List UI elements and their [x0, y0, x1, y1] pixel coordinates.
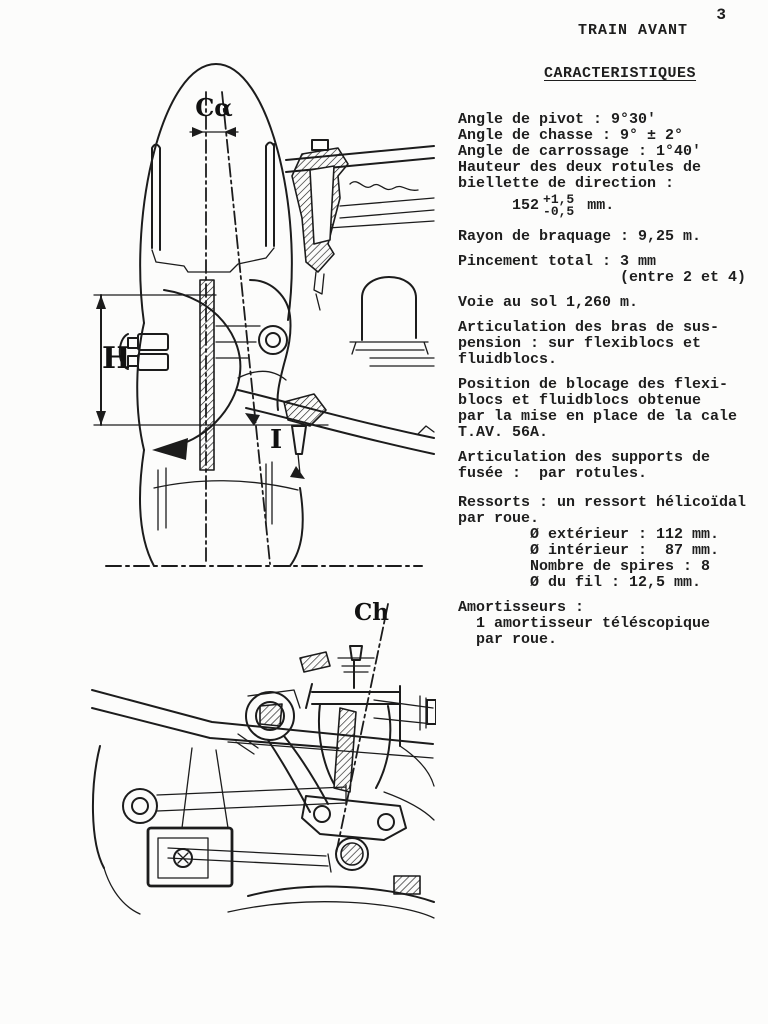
- spec-line: pension : sur flexiblocs et: [458, 335, 702, 352]
- spec-paragraph-braquage: [458, 229, 760, 245]
- specifications: [458, 112, 760, 648]
- lower-control-arm: [238, 390, 434, 479]
- spec-line: Angle de pivot : 9°30': [458, 111, 657, 128]
- spec-line: par roue.: [458, 510, 540, 527]
- spec-line: Nombre de spires : 8: [458, 558, 711, 575]
- spec-line: biellette de direction :: [458, 175, 675, 192]
- spec-line: Rayon de braquage : 9,25 m.: [458, 228, 702, 245]
- spec-line: Articulation des bras de sus-: [458, 319, 720, 336]
- tolerance-plus: +1,5: [543, 192, 575, 207]
- spec-line: Angle de carrossage : 1°40': [458, 143, 702, 160]
- section-heading: CARACTERISTIQUES: [544, 65, 697, 82]
- spec-line: fusée : par rotules.: [458, 465, 648, 482]
- spec-line: (entre 2 et 4): [458, 269, 747, 286]
- spec-paragraph-ressorts: [458, 495, 760, 591]
- tire-and-rim: [137, 64, 303, 566]
- spec-paragraph-articulation-bras: [458, 320, 760, 368]
- camber-angle-label: Cα: [195, 93, 233, 122]
- antiroll-bar-mount: [123, 785, 346, 886]
- spec-line: par roue.: [458, 631, 558, 648]
- bump-stop: [350, 277, 428, 354]
- tolerance-unit: mm.: [578, 197, 615, 214]
- spec-line: Amortisseurs :: [458, 599, 585, 616]
- spec-line: Ø extérieur : 112 mm.: [458, 526, 720, 543]
- page-title: TRAIN AVANT: [578, 22, 689, 39]
- axle-and-bodywork: [228, 746, 434, 918]
- spec-paragraph-voie: [458, 295, 760, 311]
- page-number: 3: [716, 6, 726, 24]
- spec-line: Ressorts : un ressort hélicoïdal: [458, 494, 747, 511]
- spec-line: Pincement total : 3 mm: [458, 253, 657, 270]
- front-axle-side-view-figure: [88, 596, 436, 930]
- tolerance-minus: -0,5: [543, 204, 575, 219]
- front-axle-side-view-drawing: [88, 596, 436, 930]
- spec-paragraph-pincement: [458, 254, 760, 286]
- tolerance-value: 152: [512, 197, 540, 214]
- spec-line: fluidblocs.: [458, 351, 558, 368]
- spec-paragraph-blocage: [458, 377, 760, 441]
- spec-paragraph-angles: [458, 112, 760, 220]
- spec-paragraph-fusee: [458, 450, 760, 482]
- spec-line: 1 amortisseur téléscopique: [458, 615, 711, 632]
- spec-line: Ø intérieur : 87 mm.: [458, 542, 720, 559]
- spec-line: Position de blocage des flexi-: [458, 376, 729, 393]
- caster-angle-label: Ch: [354, 599, 390, 626]
- tolerance-indent: [458, 198, 512, 214]
- spec-line: Voie au sol 1,260 m.: [458, 294, 639, 311]
- spec-line: Hauteur des deux rotules de: [458, 159, 702, 176]
- spec-line: par la mise en place de la cale: [458, 408, 738, 425]
- tolerance-stack: [543, 194, 574, 218]
- front-axle-cross-section-drawing: [88, 58, 436, 588]
- tolerance-line: [458, 192, 760, 220]
- text-column: [458, 8, 760, 657]
- height-label: H: [102, 341, 131, 376]
- spec-line: blocs et fluidblocs obtenue: [458, 392, 702, 409]
- front-axle-cross-section-figure: [88, 58, 436, 588]
- pivot-axis-label: I: [270, 425, 283, 455]
- spec-paragraph-amortisseurs: [458, 600, 760, 648]
- spec-line: Angle de chasse : 9° ± 2°: [458, 127, 684, 144]
- spec-line: Articulation des supports de: [458, 449, 711, 466]
- spec-line: T.AV. 56A.: [458, 424, 549, 441]
- spec-line: Ø du fil : 12,5 mm.: [458, 574, 702, 591]
- upper-ball-joint: [292, 140, 348, 310]
